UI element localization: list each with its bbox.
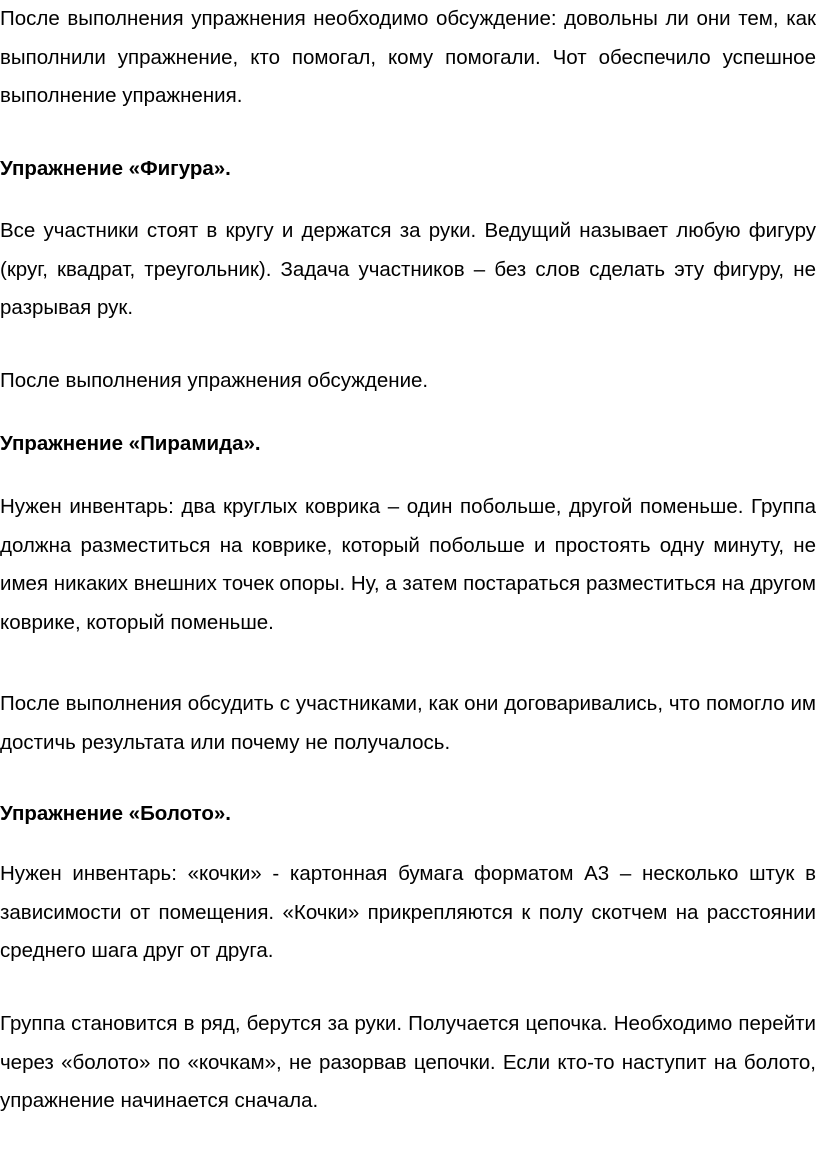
heading-pyramid-exercise: Упражнение «Пирамида». <box>0 432 261 455</box>
paragraph-pyramid-discussion: После выполнения обсудить с участниками, как они договаривались, что помогло им достичь результата или почему не получалось. <box>0 692 816 754</box>
paragraph-discussion-intro: После выполнения упражнения необходимо обсуждение: довольны ли они тем, как выполнили упражнение, кто помогал, кому помогали. Чот обеспечило успешное выполнение упражнения. <box>0 7 816 107</box>
heading-swamp-exercise: Упражнение «Болото». <box>0 802 231 825</box>
heading-figure-exercise: Упражнение «Фигура». <box>0 157 231 180</box>
paragraph-pyramid-description: Нужен инвентарь: два круглых коврика – один побольше, другой поменьше. Группа должна разместиться на коврике, который побольше и простоять одну минуту, не имея никаких внешних точек опоры. Ну, а затем постараться разместиться на другом коврике, который поменьше. <box>0 495 816 634</box>
paragraph-swamp-rules: Группа становится в ряд, берутся за руки. Получается цепочка. Необходимо перейти через «болото» по «кочкам», не разорвав цепочки. Если кто-то наступит на болото, упражнение начинается сначала. <box>0 1012 816 1112</box>
paragraph-swamp-inventory: Нужен инвентарь: «кочки» - картонная бумага форматом А3 – несколько штук в зависимости от помещения. «Кочки» прикрепляются к полу скотчем на расстоянии среднего шага друг от друга. <box>0 862 816 962</box>
paragraph-figure-description: Все участники стоят в кругу и держатся за руки. Ведущий называет любую фигуру (круг, квадрат, треугольник). Задача участников – без слов сделать эту фигуру, не разрывая рук. <box>0 219 816 319</box>
paragraph-figure-discussion: После выполнения упражнения обсуждение. <box>0 369 429 392</box>
